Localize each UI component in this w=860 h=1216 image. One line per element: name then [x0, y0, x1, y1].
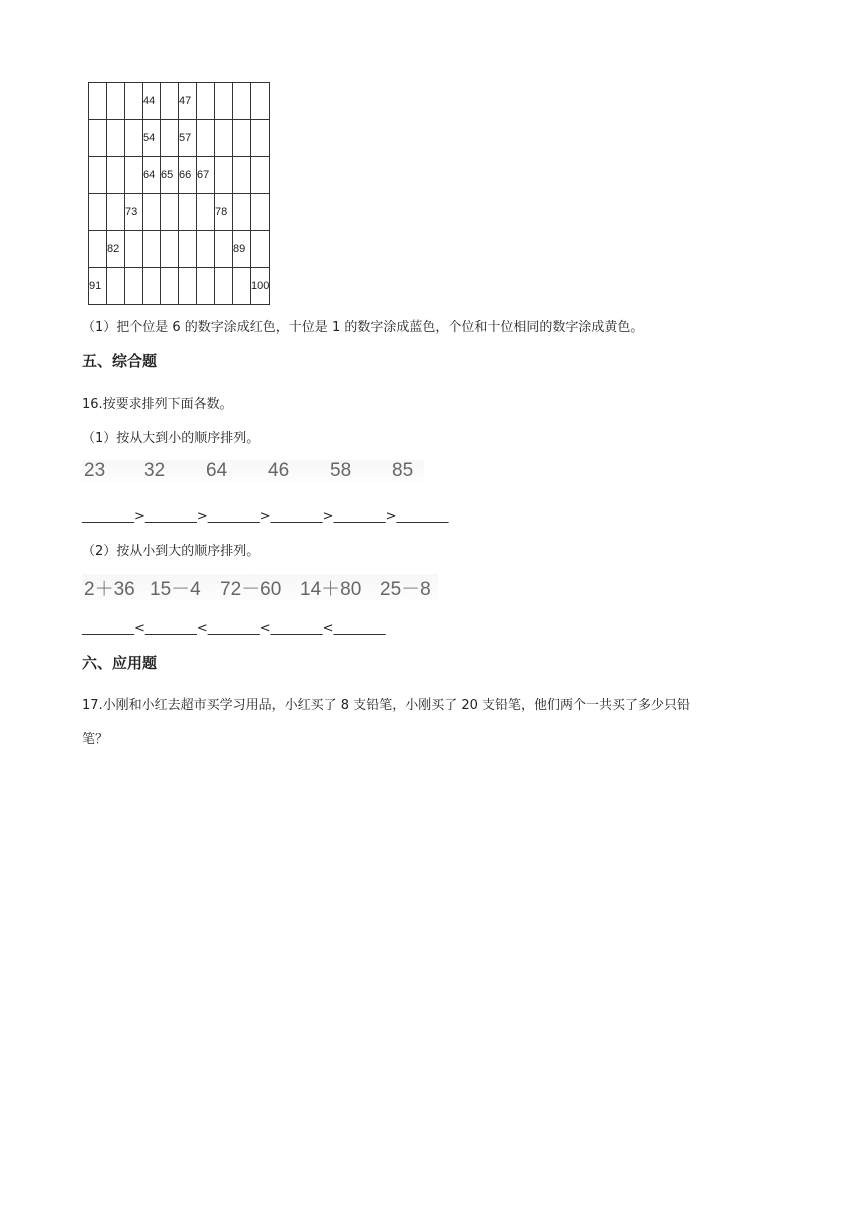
grid-cell[interactable] — [215, 120, 233, 157]
grid-cell[interactable]: 73 — [125, 194, 143, 231]
grid-cell[interactable]: 100 — [251, 268, 270, 305]
grid-cell[interactable]: 78 — [215, 194, 233, 231]
grid-cell[interactable] — [251, 231, 270, 268]
grid-cell[interactable] — [197, 268, 215, 305]
grid-cell[interactable] — [125, 83, 143, 120]
grid-row — [89, 194, 270, 231]
question-17-line-2: 笔？ — [82, 732, 109, 747]
grid-cell[interactable]: 54 — [143, 120, 161, 157]
number-item: 23 — [84, 460, 106, 481]
grid-row — [89, 157, 270, 194]
section-5-heading: 五、综合题 — [82, 352, 158, 370]
grid-cell[interactable] — [161, 268, 179, 305]
grid-cell[interactable] — [179, 268, 197, 305]
grid-cell[interactable] — [215, 231, 233, 268]
grid-cell[interactable] — [197, 194, 215, 231]
grid-cell[interactable] — [233, 157, 251, 194]
grid-cell[interactable]: 67 — [197, 157, 215, 194]
grid-cell[interactable] — [107, 268, 125, 305]
grid-cell[interactable] — [107, 83, 125, 120]
question-16-2: （2）按从小到大的顺序排列。 — [82, 544, 260, 559]
grid-cell[interactable] — [197, 231, 215, 268]
hundred-chart-grid — [88, 82, 270, 305]
grid-cell[interactable] — [125, 268, 143, 305]
grid-cell[interactable] — [161, 120, 179, 157]
section-6-heading: 六、应用题 — [82, 654, 158, 672]
grid-cell[interactable] — [251, 157, 270, 194]
grid-cell[interactable] — [107, 120, 125, 157]
number-item: 85 — [392, 460, 414, 481]
grid-cell[interactable] — [89, 231, 107, 268]
grid-cell[interactable] — [215, 268, 233, 305]
question-16: 16.按要求排列下面各数。 — [82, 397, 233, 412]
grid-cell[interactable] — [251, 120, 270, 157]
grid-cell[interactable]: 57 — [179, 120, 197, 157]
grid-cell[interactable]: 47 — [179, 83, 197, 120]
grid-cell[interactable] — [143, 194, 161, 231]
grid-cell[interactable] — [89, 157, 107, 194]
number-item: 64 — [206, 460, 228, 481]
grid-cell[interactable] — [251, 83, 270, 120]
question-15-1: （1）把个位是 6 的数字涂成红色，十位是 1 的数字涂成蓝色，个位和十位相同的数字涂成黄色。 — [82, 320, 644, 335]
number-item: 46 — [268, 460, 290, 481]
grid-cell[interactable] — [251, 194, 270, 231]
grid-cell[interactable] — [233, 194, 251, 231]
expression-item: 2＋36 — [84, 579, 135, 600]
expression-item: 25－8 — [380, 579, 431, 600]
grid-cell[interactable] — [215, 157, 233, 194]
grid-cell[interactable] — [161, 231, 179, 268]
grid-cell[interactable] — [107, 157, 125, 194]
numbers-image-16-1 — [82, 460, 424, 482]
expressions-image-16-2 — [82, 574, 438, 601]
grid-cell[interactable] — [89, 120, 107, 157]
grid-cell[interactable] — [125, 231, 143, 268]
answer-blanks-16-1[interactable]: ________>________>________>________>________>________ — [82, 509, 449, 524]
grid-cell[interactable] — [161, 194, 179, 231]
grid-cell[interactable]: 65 — [161, 157, 179, 194]
grid-cell[interactable] — [107, 194, 125, 231]
grid-cell[interactable]: 89 — [233, 231, 251, 268]
answer-blanks-16-2[interactable]: ________<________<________<________<________ — [82, 621, 386, 636]
grid-cell[interactable] — [179, 194, 197, 231]
grid-cell[interactable] — [143, 268, 161, 305]
number-item: 32 — [144, 460, 166, 481]
expression-item: 14＋80 — [300, 579, 362, 600]
grid-row — [89, 83, 270, 120]
grid-cell[interactable] — [143, 231, 161, 268]
grid-row — [89, 120, 270, 157]
grid-cell[interactable] — [233, 83, 251, 120]
grid-cell[interactable] — [233, 120, 251, 157]
grid-cell[interactable]: 44 — [143, 83, 161, 120]
number-item: 58 — [330, 460, 352, 481]
grid-row — [89, 268, 270, 305]
question-16-1: （1）按从大到小的顺序排列。 — [82, 431, 260, 446]
grid-cell[interactable]: 82 — [107, 231, 125, 268]
expression-item: 15－4 — [150, 579, 201, 600]
grid-row — [89, 231, 270, 268]
grid-cell[interactable] — [125, 157, 143, 194]
question-17-line-1: 17.小刚和小红去超市买学习用品，小红买了 8 支铅笔，小刚买了 20 支铅笔，他们两个一共买了多少只铅 — [82, 698, 691, 713]
grid-cell[interactable] — [161, 83, 179, 120]
grid-cell[interactable] — [179, 231, 197, 268]
grid-cell[interactable] — [89, 83, 107, 120]
grid-cell[interactable]: 91 — [89, 268, 107, 305]
grid-cell[interactable] — [197, 83, 215, 120]
grid-cell[interactable] — [215, 83, 233, 120]
grid-cell[interactable]: 64 — [143, 157, 161, 194]
grid-cell[interactable]: 66 — [179, 157, 197, 194]
grid-cell[interactable] — [125, 120, 143, 157]
grid-cell[interactable] — [89, 194, 107, 231]
expression-item: 72－60 — [220, 579, 282, 600]
grid-cell[interactable] — [233, 268, 251, 305]
grid-cell[interactable] — [197, 120, 215, 157]
